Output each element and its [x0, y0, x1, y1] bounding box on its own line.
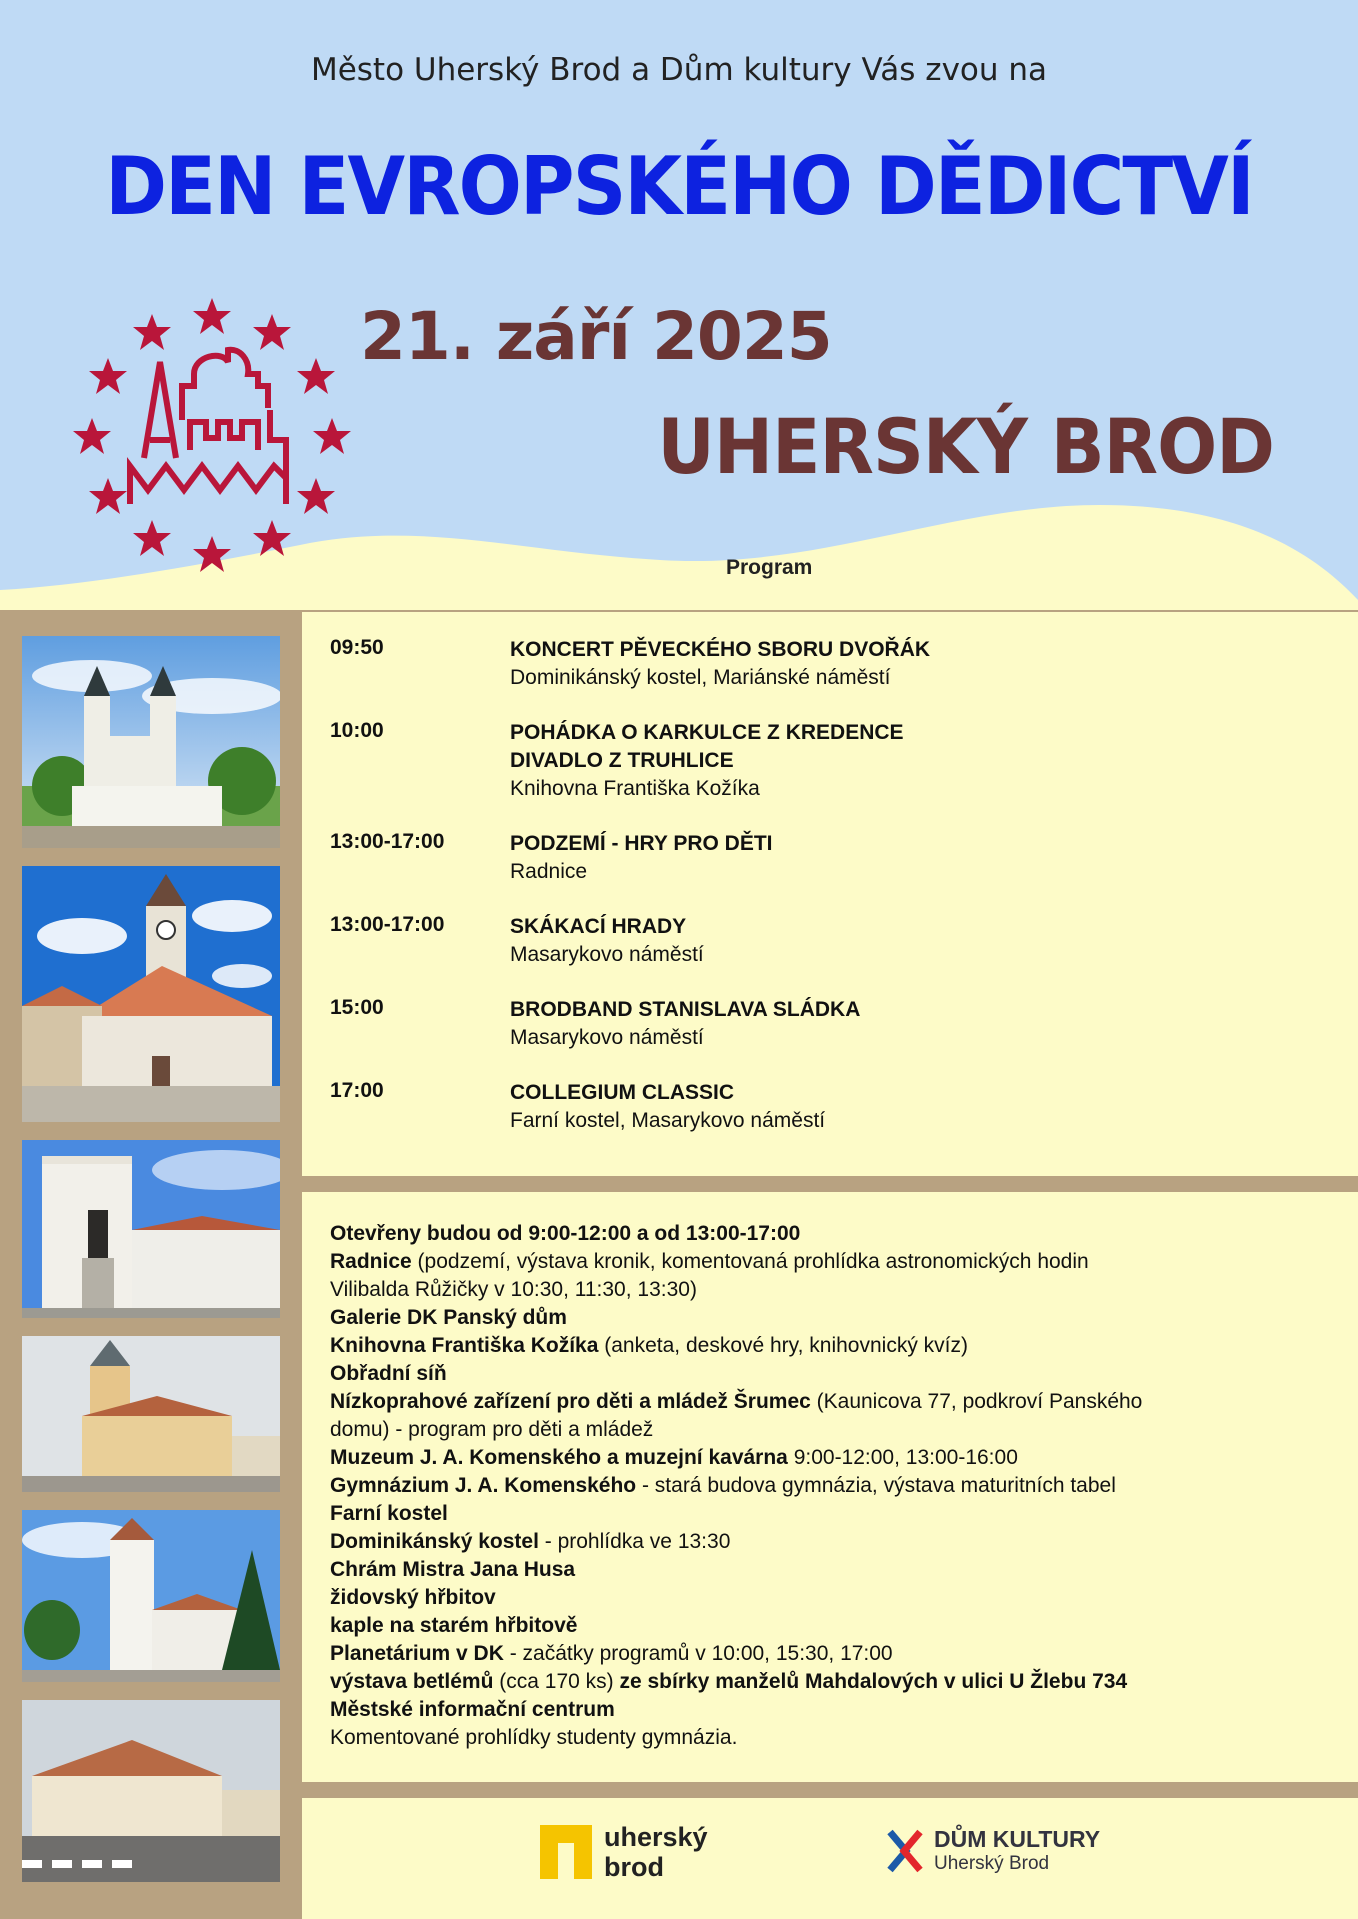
venue-muzeum: Muzeum J. A. Komenského a muzejní kavárna 9:00-12:00, 13:00-16:00 — [330, 1446, 1018, 1469]
event-title-text-2: DIVADLO Z TRUHLICE — [510, 749, 734, 772]
schedule-item — [330, 830, 1340, 886]
schedule-item — [330, 636, 1340, 692]
event-time: 09:50 — [330, 636, 384, 659]
event-title: DEN EVROPSKÉHO DĚDICTVÍ — [105, 140, 1253, 233]
dum-kultury-logo-icon — [886, 1828, 924, 1874]
venue-planetarium: Planetárium v DK - začátky programů v 10:00, 15:30, 17:00 — [330, 1642, 893, 1665]
event-place: Knihovna Františka Kožíka — [510, 777, 760, 800]
event-time: 10:00 — [330, 719, 384, 742]
venue-gymnazium: Gymnázium J. A. Komenského - stará budova gymnázia, výstava maturitních tabel — [330, 1474, 1116, 1497]
event-title-text: PODZEMÍ - HRY PRO DĚTI — [510, 832, 773, 855]
venue-srumec-cont: domu) - program pro děti a mládež — [330, 1418, 654, 1441]
dum-kultury-logo — [886, 1826, 1100, 1875]
venue-betlemy: výstava betlémů (cca 170 ks) ze sbírky manželů Mahdalových v ulici U Žlebu 734 — [330, 1670, 1128, 1693]
event-place: Dominikánský kostel, Mariánské náměstí — [510, 666, 891, 689]
event-title-text: SKÁKACÍ HRADY — [510, 915, 687, 938]
venue-kaple: kaple na starém hřbitově — [330, 1614, 578, 1637]
venue-knihovna: Knihovna Františka Kožíka (anketa, deskové hry, knihovnický kvíz) — [330, 1334, 968, 1357]
frame-middle-band — [302, 1176, 1358, 1192]
church-twin-towers-photo — [22, 636, 280, 848]
frame-top-line — [302, 610, 1358, 612]
dum-kultury-logo-line2: Uherský Brod — [934, 1853, 1050, 1874]
venue-farni-kostel: Farní kostel — [330, 1502, 448, 1525]
white-church-photo — [22, 1510, 280, 1682]
event-time: 17:00 — [330, 1079, 384, 1102]
venue-galerie: Galerie DK Panský dům — [330, 1306, 567, 1329]
event-title-text: BRODBAND STANISLAVA SLÁDKA — [510, 998, 861, 1021]
event-date: 21. září 2025 — [360, 298, 832, 375]
town-hall-photo — [22, 866, 280, 1122]
event-title-text: POHÁDKA O KARKULCE Z KREDENCE — [510, 721, 904, 744]
uhersky-brod-logo-line1: uherský — [604, 1822, 708, 1852]
gate-tower-statue-photo — [22, 1140, 280, 1318]
event-place: Farní kostel, Masarykovo náměstí — [510, 1109, 826, 1132]
uhersky-brod-logo-icon — [540, 1825, 592, 1879]
frame-bottom-band — [302, 1782, 1358, 1798]
invite-line: Město Uherský Brod a Dům kultury Vás zvou na — [310, 52, 1048, 88]
venue-chram: Chrám Mistra Jana Husa — [330, 1558, 576, 1581]
event-time: 13:00-17:00 — [330, 913, 445, 936]
venue-hrbitov: židovský hřbitov — [330, 1586, 496, 1609]
open-venues-list — [330, 1220, 1340, 1752]
venue-dominikansky: Dominikánský kostel - prohlídka ve 13:30 — [330, 1530, 731, 1553]
uhersky-brod-logo-line2: brod — [604, 1852, 664, 1882]
event-place: Masarykovo náměstí — [510, 1026, 704, 1049]
venue-radnice-cont: Vilibalda Růžičky v 10:30, 11:30, 13:30) — [330, 1278, 697, 1301]
venue-komentovane: Komentované prohlídky studenty gymnázia. — [330, 1726, 738, 1749]
venue-srumec: Nízkoprahové zařízení pro děti a mládež Šrumec (Kaunicova 77, podkroví Panského — [330, 1390, 1143, 1413]
event-title-text: COLLEGIUM CLASSIC — [510, 1081, 734, 1104]
schedule-list — [330, 636, 1340, 1162]
heritage-stars-logo-icon — [72, 290, 352, 576]
venue-radnice: Radnice (podzemí, výstava kronik, komentovaná prohlídka astronomických hodin — [330, 1250, 1089, 1273]
event-place: Masarykovo náměstí — [510, 943, 704, 966]
dum-kultury-logo-line1: DŮM KULTURY — [934, 1826, 1101, 1852]
schedule-item — [330, 1079, 1340, 1135]
event-time: 15:00 — [330, 996, 384, 1019]
program-label: Program — [726, 556, 813, 579]
open-heading: Otevřeny budou od 9:00-12:00 a od 13:00-17:00 — [330, 1222, 801, 1245]
schedule-item — [330, 996, 1340, 1052]
photo-sidebar — [0, 610, 302, 1919]
event-place: Radnice — [510, 860, 588, 883]
event-title-text: KONCERT PĚVECKÉHO SBORU DVOŘÁK — [510, 638, 931, 661]
venue-mic: Městské informační centrum — [330, 1698, 615, 1721]
event-city: UHERSKÝ BROD — [657, 402, 1274, 491]
square-building-photo — [22, 1700, 280, 1882]
venue-obradni-sin: Obřadní síň — [330, 1362, 447, 1385]
schedule-item — [330, 719, 1340, 803]
parish-church-photo — [22, 1336, 280, 1492]
schedule-item — [330, 913, 1340, 969]
event-time: 13:00-17:00 — [330, 830, 445, 853]
uhersky-brod-logo — [540, 1822, 708, 1882]
